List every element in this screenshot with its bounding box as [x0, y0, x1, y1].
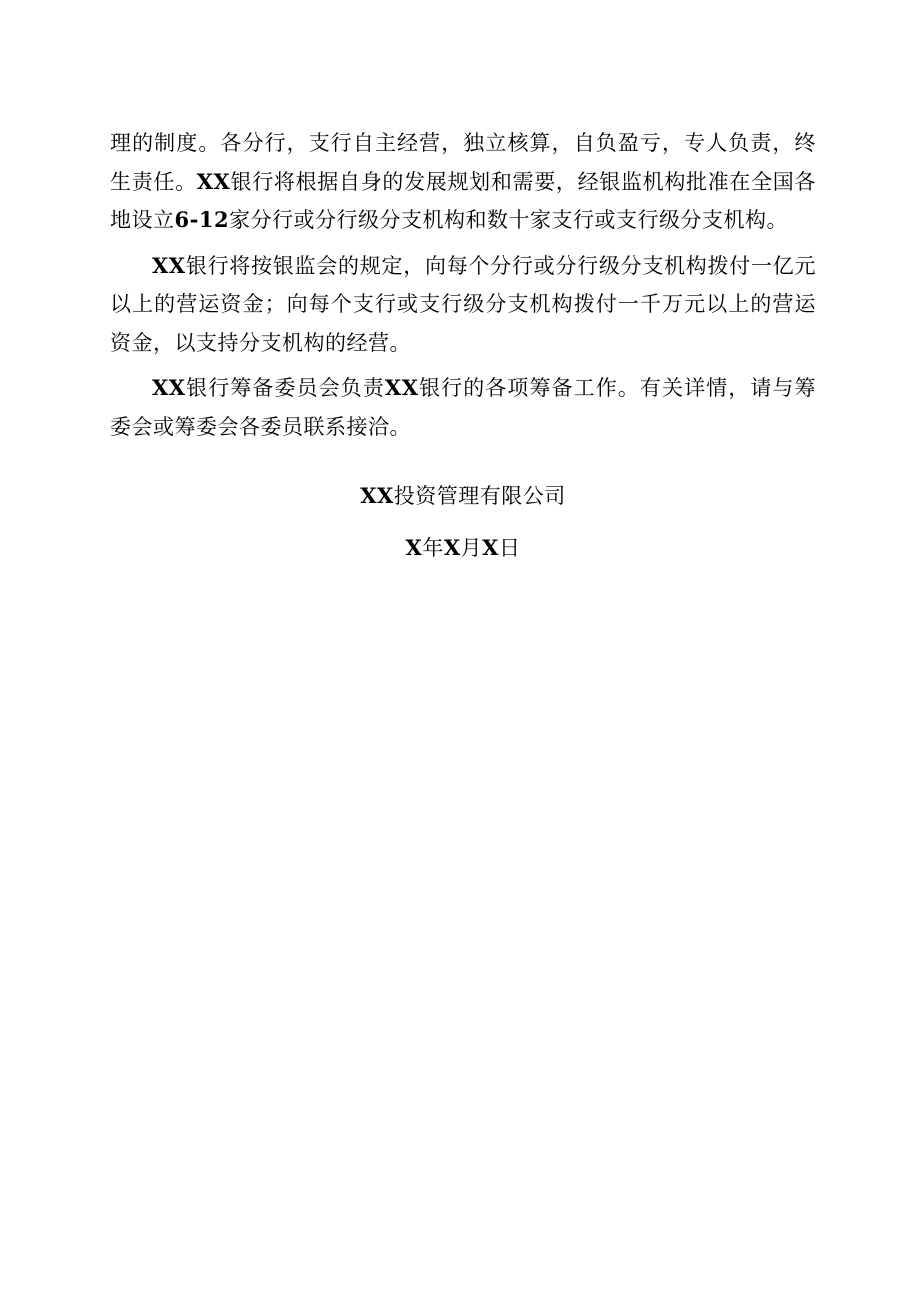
paragraph-continued: 理的制度。各分行，支行自主经营，独立核算，自负盈亏，专人负责，终生责任。XX银行将根据自身的发展规划和需要，经银监机构批准在全国各地设立6-12家分行或分行级分支机构和数十家支行或支行级分支机构。 [110, 131, 817, 232]
signature-date: X年X月X日 [405, 535, 521, 560]
paragraph-operating-capital: XX银行将按银监会的规定，向每个分行或分行级分支机构拨付一亿元以上的营运资金；向每个支行或支行级分支机构拨付一千万元以上的营运资金，以支持分支机构的经营。 [110, 252, 816, 355]
paragraph-preparatory-committee: XX银行筹备委员会负责XX银行的各项筹备工作。有关详情，请与筹委会或筹委会各委员联系接洽。 [110, 375, 817, 439]
signature-company: XX投资管理有限公司 [360, 483, 566, 508]
